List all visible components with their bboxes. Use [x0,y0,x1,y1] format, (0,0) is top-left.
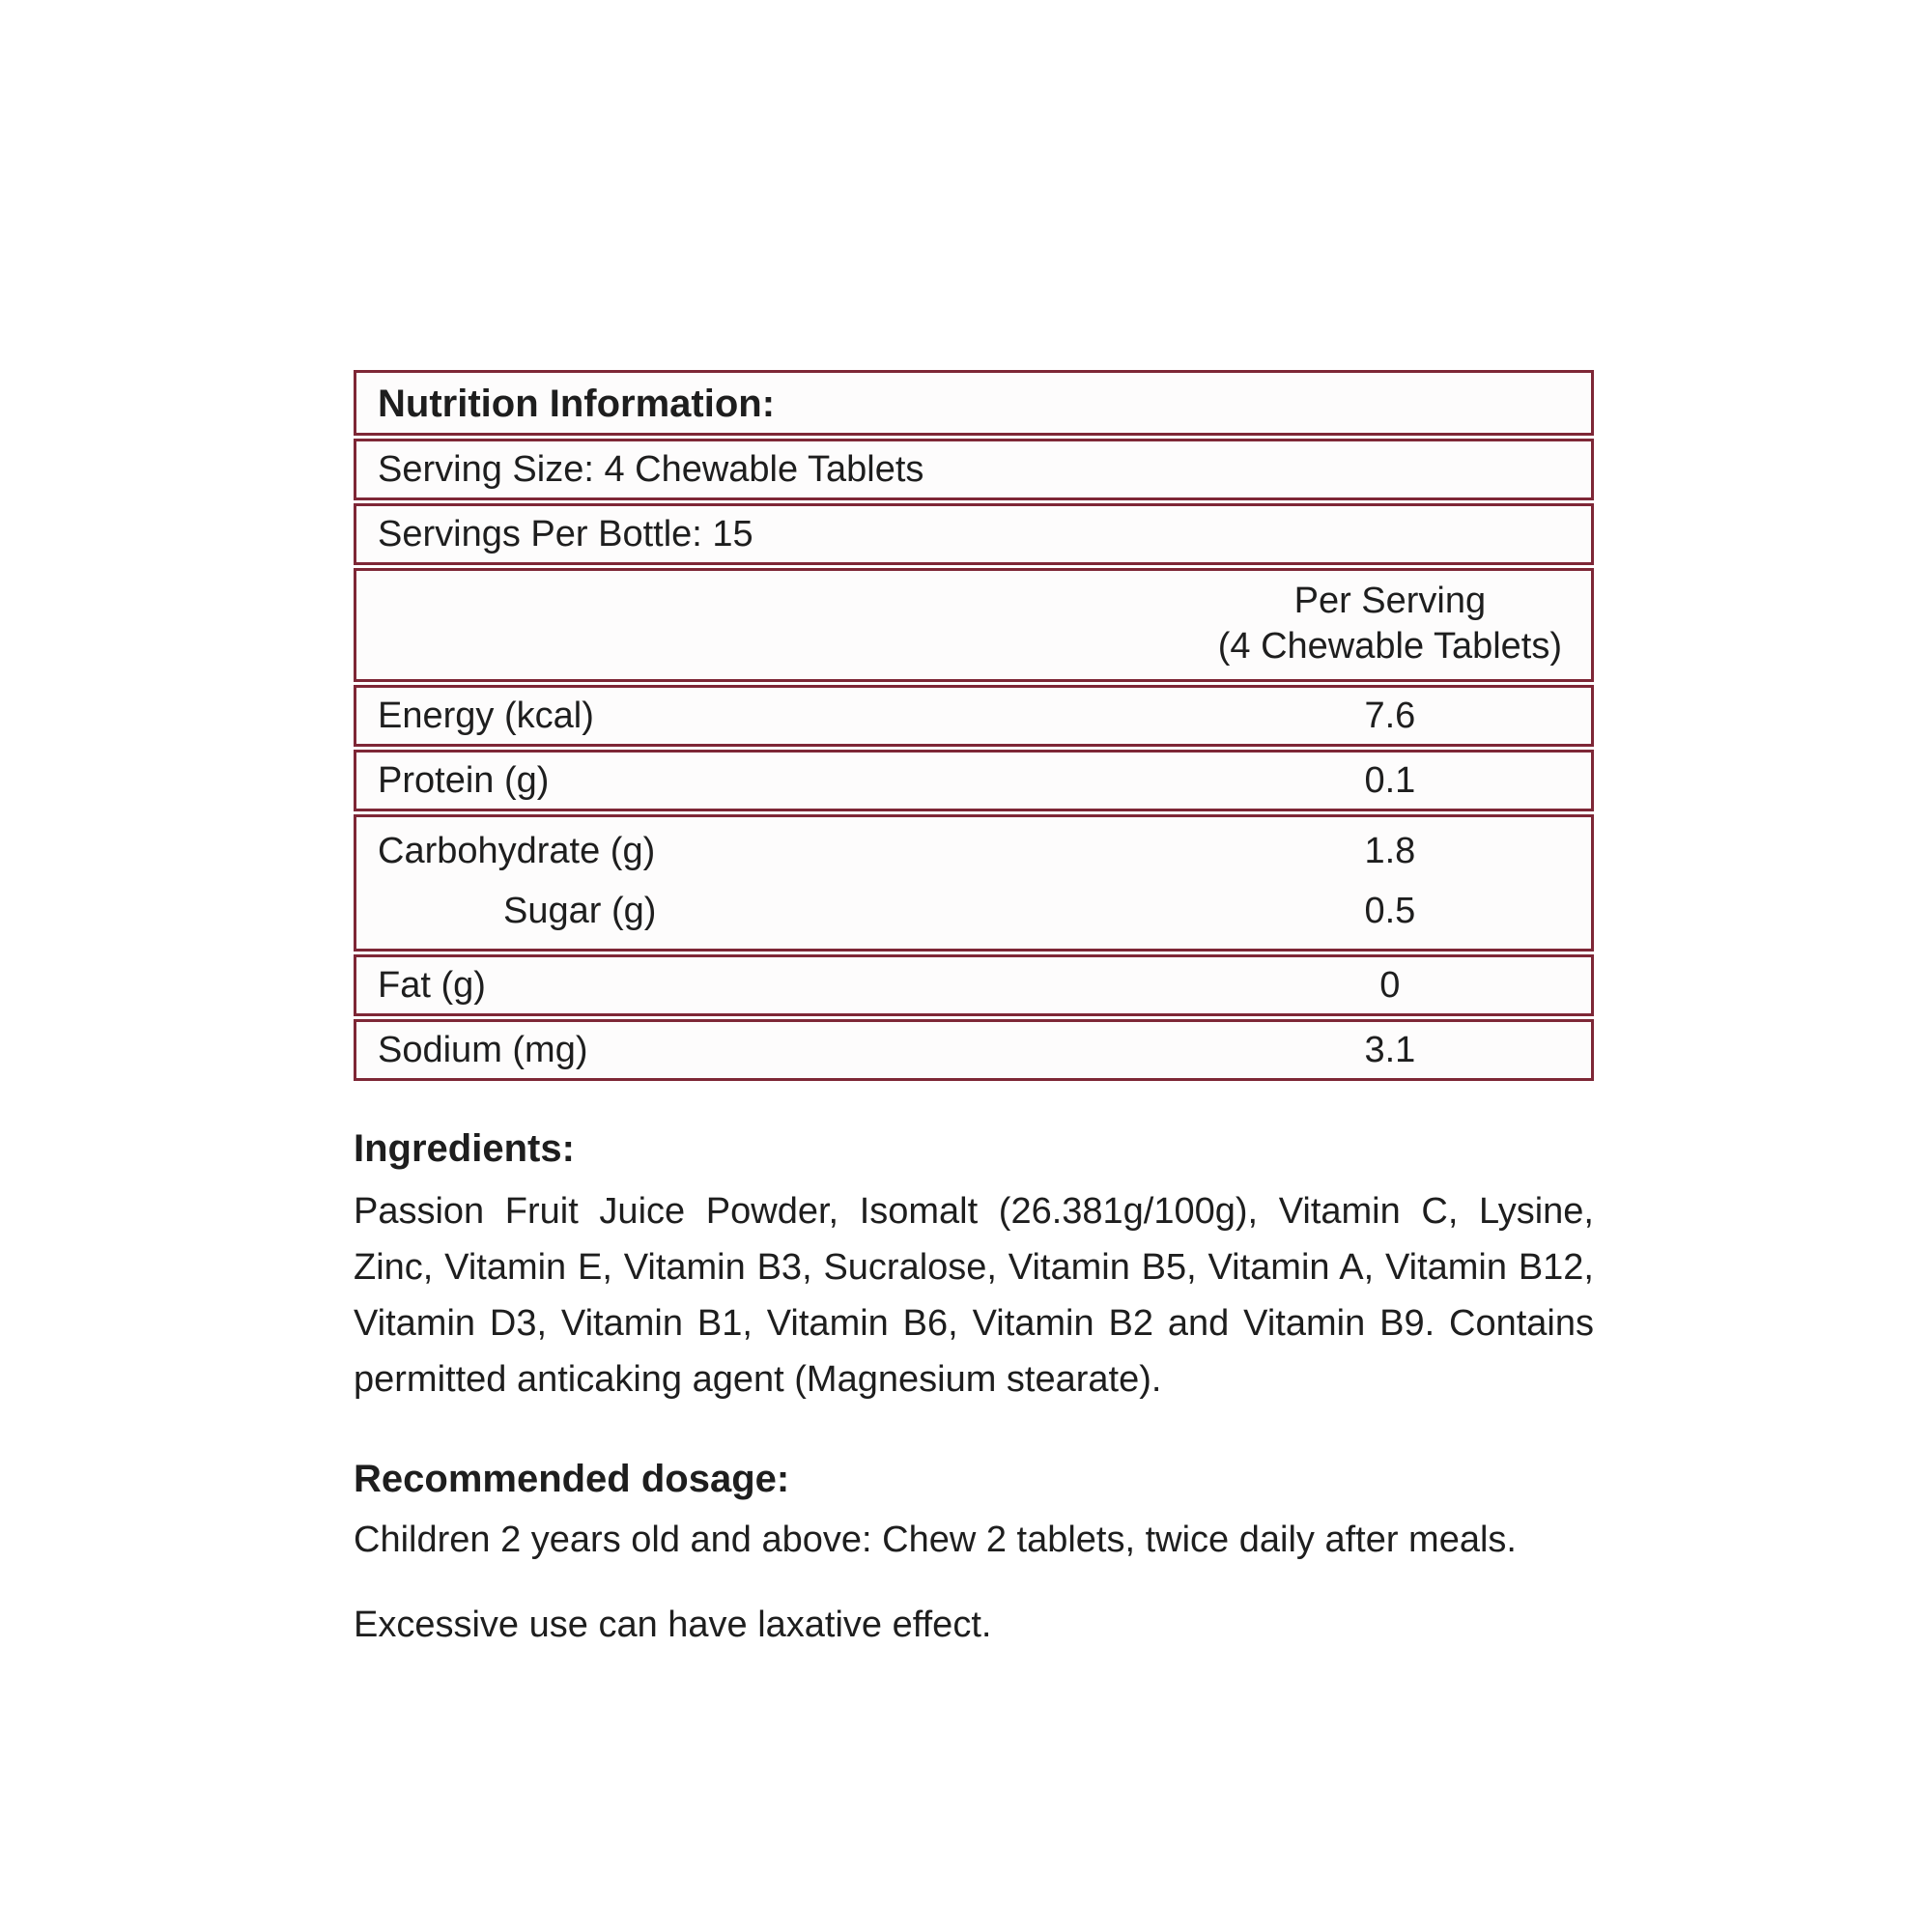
dosage-heading: Recommended dosage: [354,1458,790,1500]
table-row-protein [354,750,1594,811]
sugar-line [378,881,1581,941]
table-row-energy [354,685,1594,747]
laxative-note: Excessive use can have laxative effect. [354,1605,992,1645]
row-value: 3.1 [1364,1030,1416,1070]
row-value: 0.1 [1364,760,1416,801]
servings-per-bottle-text: Servings Per Bottle: 15 [378,514,753,554]
table-row-carbohydrate [354,814,1594,952]
row-label: Protein (g) [378,760,550,801]
table-row-serving-size [354,439,1594,500]
row-value: 1.8 [1364,831,1416,871]
carbohydrate-line [378,821,1581,881]
row-label: Fat (g) [378,965,486,1006]
row-value: 0.5 [1364,891,1416,931]
table-row-title [354,370,1594,436]
serving-size-text: Serving Size: 4 Chewable Tablets [378,449,924,490]
per-serving-header [1208,579,1581,669]
table-row-servings-per-bottle [354,503,1594,565]
row-label: Carbohydrate (g) [378,831,656,871]
nutrition-table [354,370,1594,1081]
table-title: Nutrition Information: [378,383,776,425]
column-header-spacer [378,580,1208,668]
ingredients-heading: Ingredients: [354,1127,575,1170]
row-label: Sodium (mg) [378,1030,588,1070]
row-label: Energy (kcal) [378,696,594,736]
row-value: 7.6 [1364,696,1416,736]
table-row-fat [354,954,1594,1016]
ingredients-paragraph: Passion Fruit Juice Powder, Isomalt (26.381g/100g), Vitamin C, Lysine, Zinc, Vitamin E, Vitamin B3, Sucralose, Vitamin B5, Vitamin A, Vitamin B12, Vitamin D3, Vitamin B1, Vitamin B6, Vitamin B2 and Vitamin B9. Contains permitted anticaking agent (Magnesium stearate). [354,1191,1594,1400]
per-serving-line1: Per Serving [1293,581,1487,621]
table-row-column-header [354,568,1594,682]
dosage-paragraph: Children 2 years old and above: Chew 2 tablets, twice daily after meals. [354,1520,1517,1560]
row-sublabel: Sugar (g) [503,891,657,931]
row-value: 0 [1379,965,1401,1006]
nutrition-label [354,370,1594,1686]
table-row-sodium [354,1019,1594,1081]
per-serving-line2: (4 Chewable Tablets) [1217,626,1563,667]
